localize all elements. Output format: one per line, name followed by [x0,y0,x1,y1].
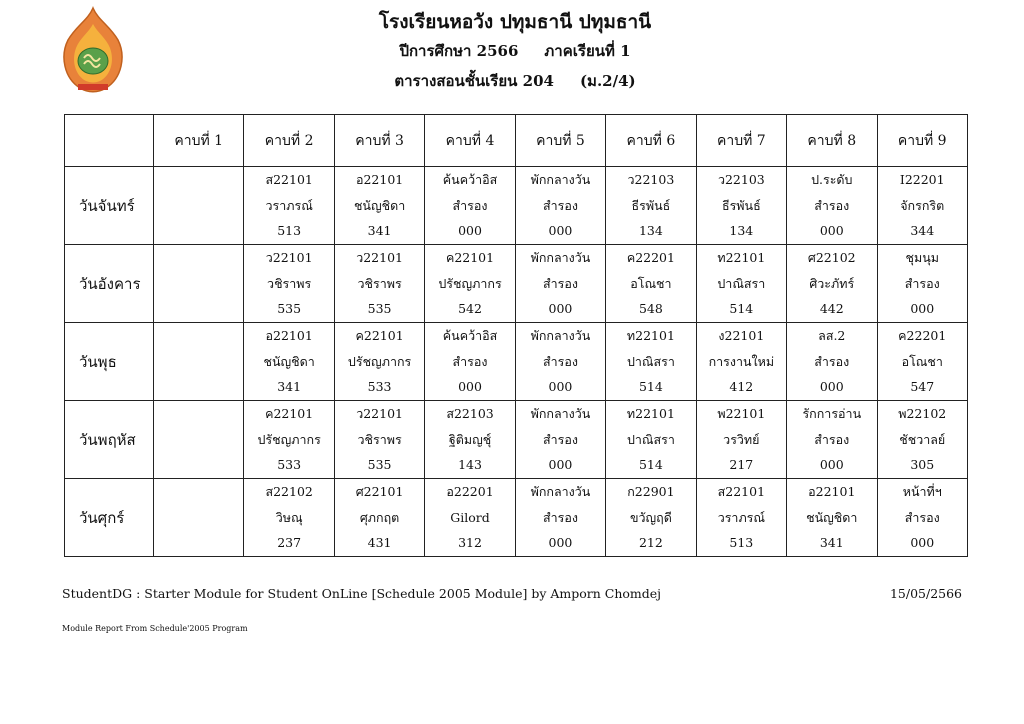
room-number [154,530,243,556]
room-number: 212 [638,535,663,551]
schedule-cell [154,245,244,323]
day-label: วันอังคาร [65,245,154,323]
subject-code: ว22101 [356,406,403,422]
schedule-cell [696,245,786,323]
schedule-cell [334,167,424,245]
teacher-name [154,271,243,297]
room-number: 312 [458,535,482,551]
schedule-cell [334,245,424,323]
teacher-name: วชิราพร [357,275,402,291]
teacher-name: ธีรพันธ์ [721,197,761,213]
teacher-name: ปรัชญภากร [438,275,502,291]
teacher-name: วิษณุ [275,509,303,525]
schedule-cell [877,401,968,479]
schedule-cell [515,167,605,245]
subject-code: หน้าที่ฯ [902,484,942,500]
schedule-cell [515,245,605,323]
schedule-cell [515,479,605,557]
schedule-cell [787,323,877,401]
schedule-cell [244,245,334,323]
footer-credit: StudentDG : Starter Module for Student OnLine [Schedule 2005 Module] by Amporn Chomdej [62,586,662,601]
subject-code: ป.ระดับ [811,172,853,188]
schedule-cell [154,401,244,479]
schedule-cell [696,479,786,557]
schedule-cell [425,479,515,557]
period-header: คาบที่ 4 [425,115,515,167]
schedule-cell [334,401,424,479]
schedule-cell [515,323,605,401]
teacher-name: อโณชา [901,353,943,369]
subject-code: ค้นคว้าอิส [442,172,498,188]
room-number: 341 [367,223,392,239]
room-number: 000 [819,223,844,239]
teacher-name: สำรอง [814,353,850,369]
teacher-name: สำรอง [542,431,578,447]
teacher-name: ฐิติมญชุ์ [448,431,492,447]
corner-cell [65,115,154,167]
academic-year: ปีการศึกษา 2566 [399,42,519,60]
subject-code: พักกลางวัน [530,328,591,344]
teacher-name: ชนัญชิดา [806,509,858,525]
room-number: 000 [548,457,573,473]
teacher-name: สำรอง [542,197,578,213]
subject-code: อ22101 [355,172,404,188]
teacher-name: ปาณิสรา [717,275,766,291]
day-row [65,167,968,245]
subject-code: พักกลางวัน [530,172,591,188]
schedule-cell [244,323,334,401]
day-label: วันจันทร์ [65,167,154,245]
schedule-cell [787,401,877,479]
schedule-cell [606,401,696,479]
schedule-cell [606,323,696,401]
teacher-name: ปาณิสรา [626,431,675,447]
teacher-name [154,193,243,219]
day-row [65,479,968,557]
subject-code: ค22101 [265,406,314,422]
room-number [154,218,243,244]
room-number: 548 [638,301,663,317]
schedule-cell [696,401,786,479]
teacher-name: วราภรณ์ [265,197,313,213]
teacher-name: สำรอง [904,509,940,525]
day-row [65,323,968,401]
schedule-cell [515,401,605,479]
subject-code: ค22101 [445,250,495,266]
schedule-cell [244,167,334,245]
term-line [200,36,830,66]
schedule-cell [334,479,424,557]
room-number: 000 [548,535,573,551]
teacher-name: สำรอง [542,509,578,525]
schedule-cell [334,323,424,401]
teacher-name: สำรอง [814,197,850,213]
teacher-name: สำรอง [542,353,578,369]
schedule-cell [244,479,334,557]
schedule-cell [787,167,877,245]
subject-code: อ22101 [808,484,856,500]
period-header: คาบที่ 2 [244,115,334,167]
teacher-name: สำรอง [452,353,488,369]
period-header: คาบที่ 9 [877,115,968,167]
subject-code: ค22201 [626,250,675,266]
subject-code: ค22201 [898,328,947,344]
room-number [154,296,243,322]
teacher-name: ธีรพันธ์ [631,197,671,213]
subject-code [154,167,243,193]
room-number: 547 [910,379,935,395]
teacher-name: Gilord [450,509,490,525]
room-number: 305 [910,457,935,473]
room-number: 000 [910,301,935,317]
teacher-name: ชนัญชิดา [353,197,406,213]
schedule-cell [606,167,696,245]
period-header: คาบที่ 3 [334,115,424,167]
room-number: 442 [819,301,844,317]
subject-code: พ22101 [717,406,766,422]
teacher-name: ปรัชญภากร [347,353,412,369]
subject-code: ส22102 [265,484,313,500]
room-number [154,374,243,400]
subject-code: ท22101 [626,406,675,422]
room-number: 344 [910,223,935,239]
room-number: 237 [277,535,302,551]
subject-code: ส22101 [717,484,766,500]
room-number: 000 [458,379,482,395]
schedule-cell [425,323,515,401]
teacher-name: วราภรณ์ [717,509,765,525]
subject-code: ว22101 [265,250,313,266]
period-header: คาบที่ 5 [515,115,605,167]
subject-code: ศ22101 [355,484,404,500]
room-number: 513 [729,535,754,551]
room-number: 341 [277,379,302,395]
subject-code: ว22103 [717,172,765,188]
room-number: 000 [819,379,844,395]
teacher-name: ปาณิสรา [626,353,675,369]
subject-code: ส22101 [265,172,313,188]
subject-code: ลส.2 [818,328,846,344]
subject-code: ท22101 [717,250,766,266]
room-number: 431 [367,535,392,551]
subject-code [154,479,243,505]
room-number: 514 [729,301,754,317]
subject-code [154,245,243,271]
teacher-name: วรวิทย์ [723,431,760,447]
day-label: วันศุกร์ [65,479,154,557]
schedule-cell [877,245,968,323]
day-row [65,245,968,323]
subject-code: พักกลางวัน [530,250,591,266]
subject-code: ค22101 [355,328,404,344]
room-number: 143 [458,457,482,473]
day-label: วันพฤหัส [65,401,154,479]
teacher-name: ชนัญชิดา [263,353,315,369]
teacher-name [154,505,243,531]
teacher-name: ชัชวาลย์ [899,431,946,447]
subject-code: ค้นคว้าอิส [442,328,498,344]
subject-code: รักการอ่าน [802,406,862,422]
subject-code: พักกลางวัน [530,406,591,422]
teacher-name: วชิราพร [267,275,312,291]
term: ภาคเรียนที่ 1 [544,42,631,60]
room-number: 514 [638,379,663,395]
schedule-cell [154,479,244,557]
subject-code: พ22102 [898,406,947,422]
schedule-cell [696,323,786,401]
room-number: 000 [458,223,482,239]
period-header: คาบที่ 6 [606,115,696,167]
room-number: 533 [367,379,392,395]
schedule-cell [877,323,968,401]
subject-code: ว22103 [627,172,675,188]
footer-date: 15/05/2566 [889,586,962,601]
teacher-name: ปรัชญภากร [257,431,321,447]
room-number: 535 [277,301,302,317]
schedule-title-line [200,66,830,96]
teacher-name: ศิวะภัทร์ [809,275,855,291]
room-number: 000 [548,379,573,395]
schedule-cell [425,401,515,479]
schedule-cell [154,167,244,245]
school-emblem-icon [62,6,124,94]
teacher-name [154,349,243,375]
room-number: 535 [367,457,392,473]
teacher-name: สำรอง [814,431,850,447]
room-number [154,452,243,478]
schedule-cell [696,167,786,245]
footer-report: Module Report From Schedule'2005 Program [62,624,248,633]
room-number: 412 [729,379,754,395]
subject-code: ชุมนุม [905,250,939,266]
class-label: (ม.2/4) [579,72,636,90]
subject-code: อ22201 [446,484,494,500]
day-label: วันพุธ [65,323,154,401]
subject-code: พักกลางวัน [530,484,591,500]
subject-code [154,323,243,349]
subject-code: ศ22102 [807,250,856,266]
schedule-cell [154,323,244,401]
schedule-table [64,114,968,557]
period-header-row [65,115,968,167]
teacher-name: อโณชา [630,275,672,291]
room-number: 134 [729,223,754,239]
room-number: 000 [819,457,844,473]
footer-credit-line [62,586,962,601]
subject-code: ส22103 [446,406,494,422]
teacher-name: สำรอง [542,275,578,291]
teacher-name: การงานใหม่ [708,353,775,369]
period-header: คาบที่ 7 [696,115,786,167]
room-number: 000 [548,223,573,239]
schedule-cell [425,167,515,245]
subject-code: อ22101 [265,328,313,344]
room-number: 134 [638,223,663,239]
subject-code [154,401,243,427]
teacher-name: สำรอง [452,197,488,213]
document-header [200,8,830,96]
school-name: โรงเรียนหอวัง ปทุมธานี ปทุมธานี [378,11,652,33]
room-number: 514 [638,457,663,473]
room-number: 000 [548,301,573,317]
schedule-title: ตารางสอนชั้นเรียน 204 [394,72,554,90]
schedule-cell [877,167,968,245]
schedule-cell [606,479,696,557]
schedule-cell [606,245,696,323]
teacher-name: ศุภกฤต [359,509,400,525]
room-number: 535 [367,301,392,317]
schedule-cell [787,479,877,557]
teacher-name: วชิราพร [357,431,402,447]
teacher-name: จักรกริต [900,197,945,213]
room-number: 341 [819,535,844,551]
room-number: 542 [458,301,482,317]
subject-code: ท22101 [626,328,675,344]
period-header: คาบที่ 1 [154,115,244,167]
subject-code: I22201 [899,172,945,188]
room-number: 217 [729,457,754,473]
schedule-cell [244,401,334,479]
room-number: 533 [277,457,302,473]
room-number: 513 [277,223,302,239]
teacher-name [154,427,243,453]
teacher-name: สำรอง [904,275,940,291]
subject-code: ง22101 [718,328,765,344]
schedule-cell [877,479,968,557]
day-row [65,401,968,479]
schedule-cell [787,245,877,323]
subject-code: ก22901 [627,484,675,500]
period-header: คาบที่ 8 [787,115,877,167]
teacher-name: ขวัญฤดี [629,509,672,525]
schedule-cell [425,245,515,323]
subject-code: ว22101 [356,250,403,266]
room-number: 000 [910,535,935,551]
